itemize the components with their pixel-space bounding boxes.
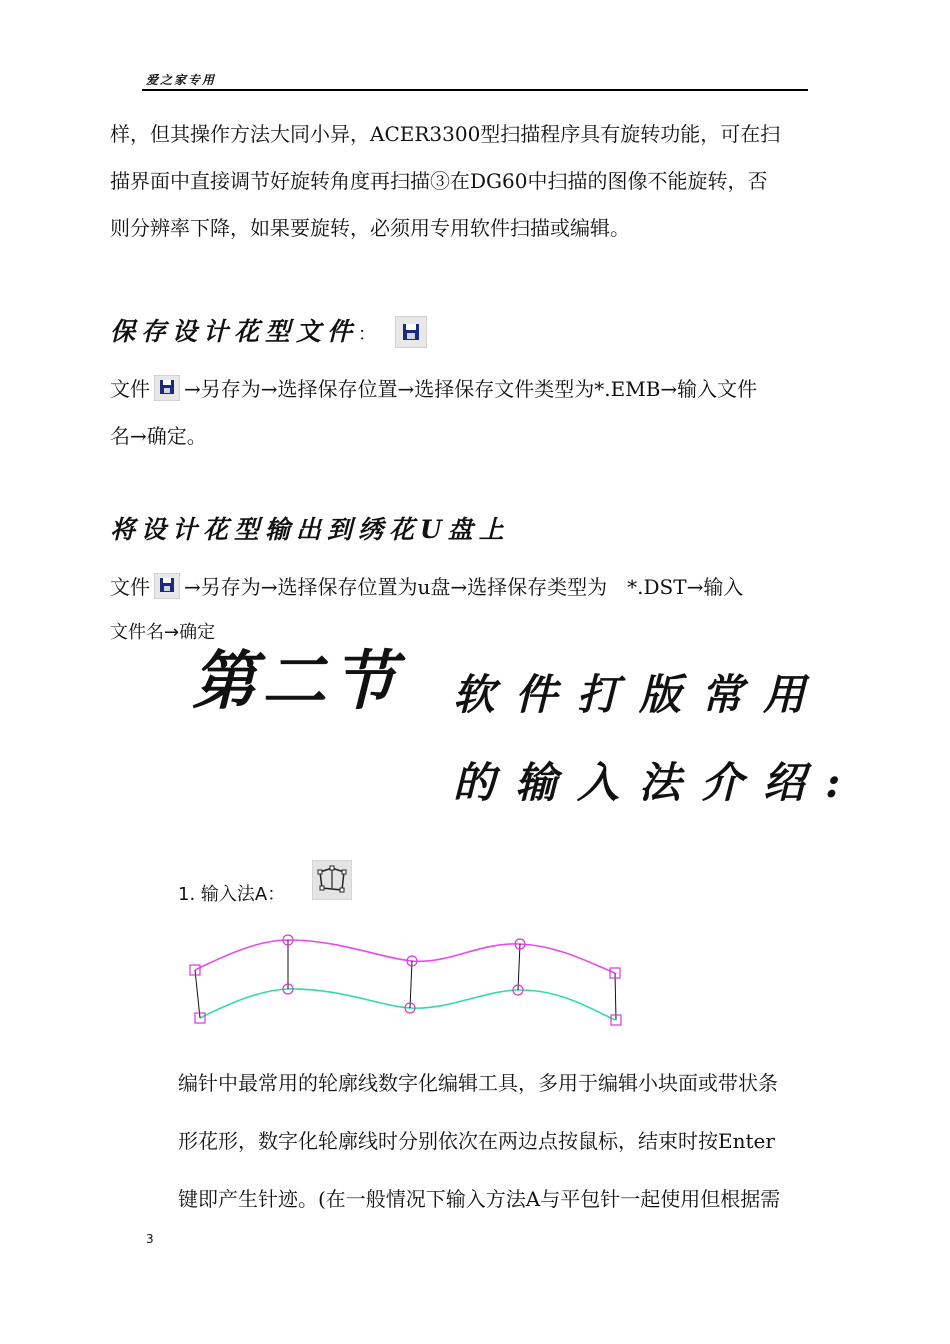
save-file-label: 文件	[110, 377, 150, 401]
paragraph-1-line: 描界面中直接调节好旋转角度再扫描③在DG60中扫描的图像不能旋转，否	[110, 169, 768, 193]
heading-save	[110, 312, 431, 348]
save-line-2: 名→确定。	[110, 424, 207, 448]
paragraph-2-line: 编针中最常用的轮廓线数字化编辑工具，多用于编辑小块面或带状条	[178, 1071, 778, 1095]
input-method-a-label: 1. 输入法A：	[178, 884, 286, 905]
paragraph-1	[110, 111, 840, 252]
chapter-section-number: 第二节	[192, 644, 402, 719]
heading-export: 将设计花型输出到绣花U盘上	[110, 515, 510, 544]
paragraph-2	[178, 1054, 868, 1228]
export-file-label: 文件	[110, 575, 150, 599]
paragraph-1-line: 则分辨率下降，如果要旋转，必须用专用软件扫描或编辑。	[110, 216, 630, 240]
save-steps: →另存为→选择保存位置→选择保存文件类型为*.EMB→输入文件	[184, 377, 758, 401]
export-steps: →另存为→选择保存位置为u盘→选择保存类型为 *.DST→输入	[184, 575, 744, 599]
export-line-1	[110, 564, 840, 611]
paragraph-2-line: 形花形，数字化轮廓线时分别依次在两边点按鼠标，结束时按Enter	[178, 1129, 775, 1153]
page-number: 3	[146, 1232, 154, 1246]
input-method-a-icon	[312, 860, 352, 900]
top-outline-curve	[195, 940, 615, 973]
save-instructions	[110, 366, 840, 460]
digitizing-illustration	[180, 928, 630, 1033]
header-rule	[142, 89, 808, 91]
bottom-outline-curve	[200, 989, 615, 1020]
chapter-title-line-1: 软件打版常用	[453, 670, 826, 719]
floppy-disk-icon	[395, 316, 427, 348]
save-line-1	[110, 366, 840, 413]
paragraph-1-line: 样，但其操作方法大同小异，ACER3300型扫描程序具有旋转功能，可在扫	[110, 122, 781, 146]
chapter-title-line-2: 的输入法介绍:	[453, 758, 861, 807]
header-text: 爱之家专用	[146, 73, 217, 87]
export-line-2: 文件名→确定	[110, 622, 216, 643]
floppy-disk-icon	[154, 371, 180, 397]
heading-save-text: 保存设计花型文件	[110, 317, 359, 346]
control-points	[190, 935, 621, 1025]
floppy-disk-icon	[154, 569, 180, 595]
heading-save-colon: ：	[358, 324, 377, 345]
paragraph-2-line: 键即产生针迹。(在一般情况下输入方法A与平包针一起使用但根据需	[178, 1187, 781, 1211]
